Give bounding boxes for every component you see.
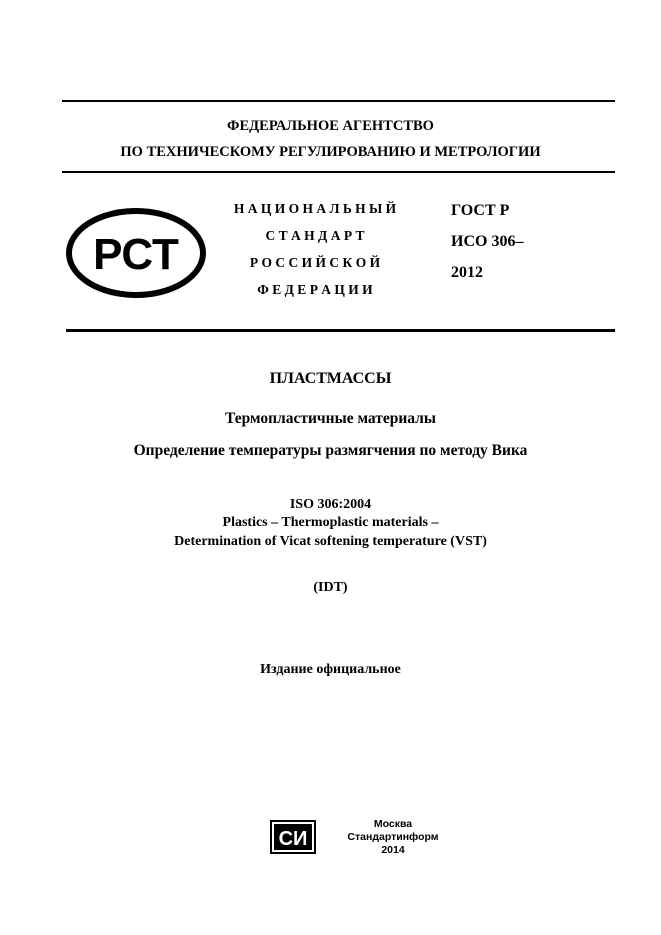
standard-rule	[66, 329, 615, 332]
doc-subtitle-1: Термопластичные материалы	[225, 410, 436, 427]
doc-subtitle-2: Определение температуры размягчения по методу Вика	[133, 442, 528, 459]
publisher-year: 2014	[381, 844, 405, 856]
agency-line-2: ПО ТЕХНИЧЕСКОМУ РЕГУЛИРОВАНИЮ И МЕТРОЛОГИИ	[120, 144, 541, 160]
agency-rule	[62, 171, 615, 173]
national-line-4: Ф Е Д Е Р А Ц И И	[257, 282, 373, 297]
doc-title: ПЛАСТМАССЫ	[269, 370, 392, 387]
national-line-2: С Т А Н Д А Р Т	[265, 228, 365, 243]
gost-line-1: ГОСТ Р	[451, 202, 510, 219]
national-line-3: Р О С С И Й С К О Й	[249, 255, 381, 270]
gost-line-3: 2012	[451, 264, 483, 281]
edition-label: Издание официальное	[260, 662, 401, 677]
national-line-1: Н А Ц И О Н А Л Ь Н Ы Й	[233, 201, 397, 216]
iso-code: ISO 306:2004	[289, 497, 372, 512]
gost-line-2: ИСО 306–	[451, 233, 524, 250]
publisher-city: Москва	[373, 818, 413, 830]
idt-label: (IDT)	[313, 580, 348, 595]
publisher-name: Стандартинформ	[347, 831, 439, 843]
agency-line-1: ФЕДЕРАЛЬНОЕ АГЕНТСТВО	[227, 118, 434, 134]
top-rule	[62, 100, 615, 102]
rst-logo	[66, 208, 206, 298]
standartinform-logo-text: СИ	[278, 828, 308, 850]
iso-title-line-1: Plastics – Thermoplastic materials –	[222, 515, 439, 530]
standartinform-logo	[270, 820, 316, 854]
iso-title-line-2: Determination of Vicat softening temperature (VST)	[174, 534, 487, 549]
rst-logo-text: РСТ	[93, 230, 179, 279]
